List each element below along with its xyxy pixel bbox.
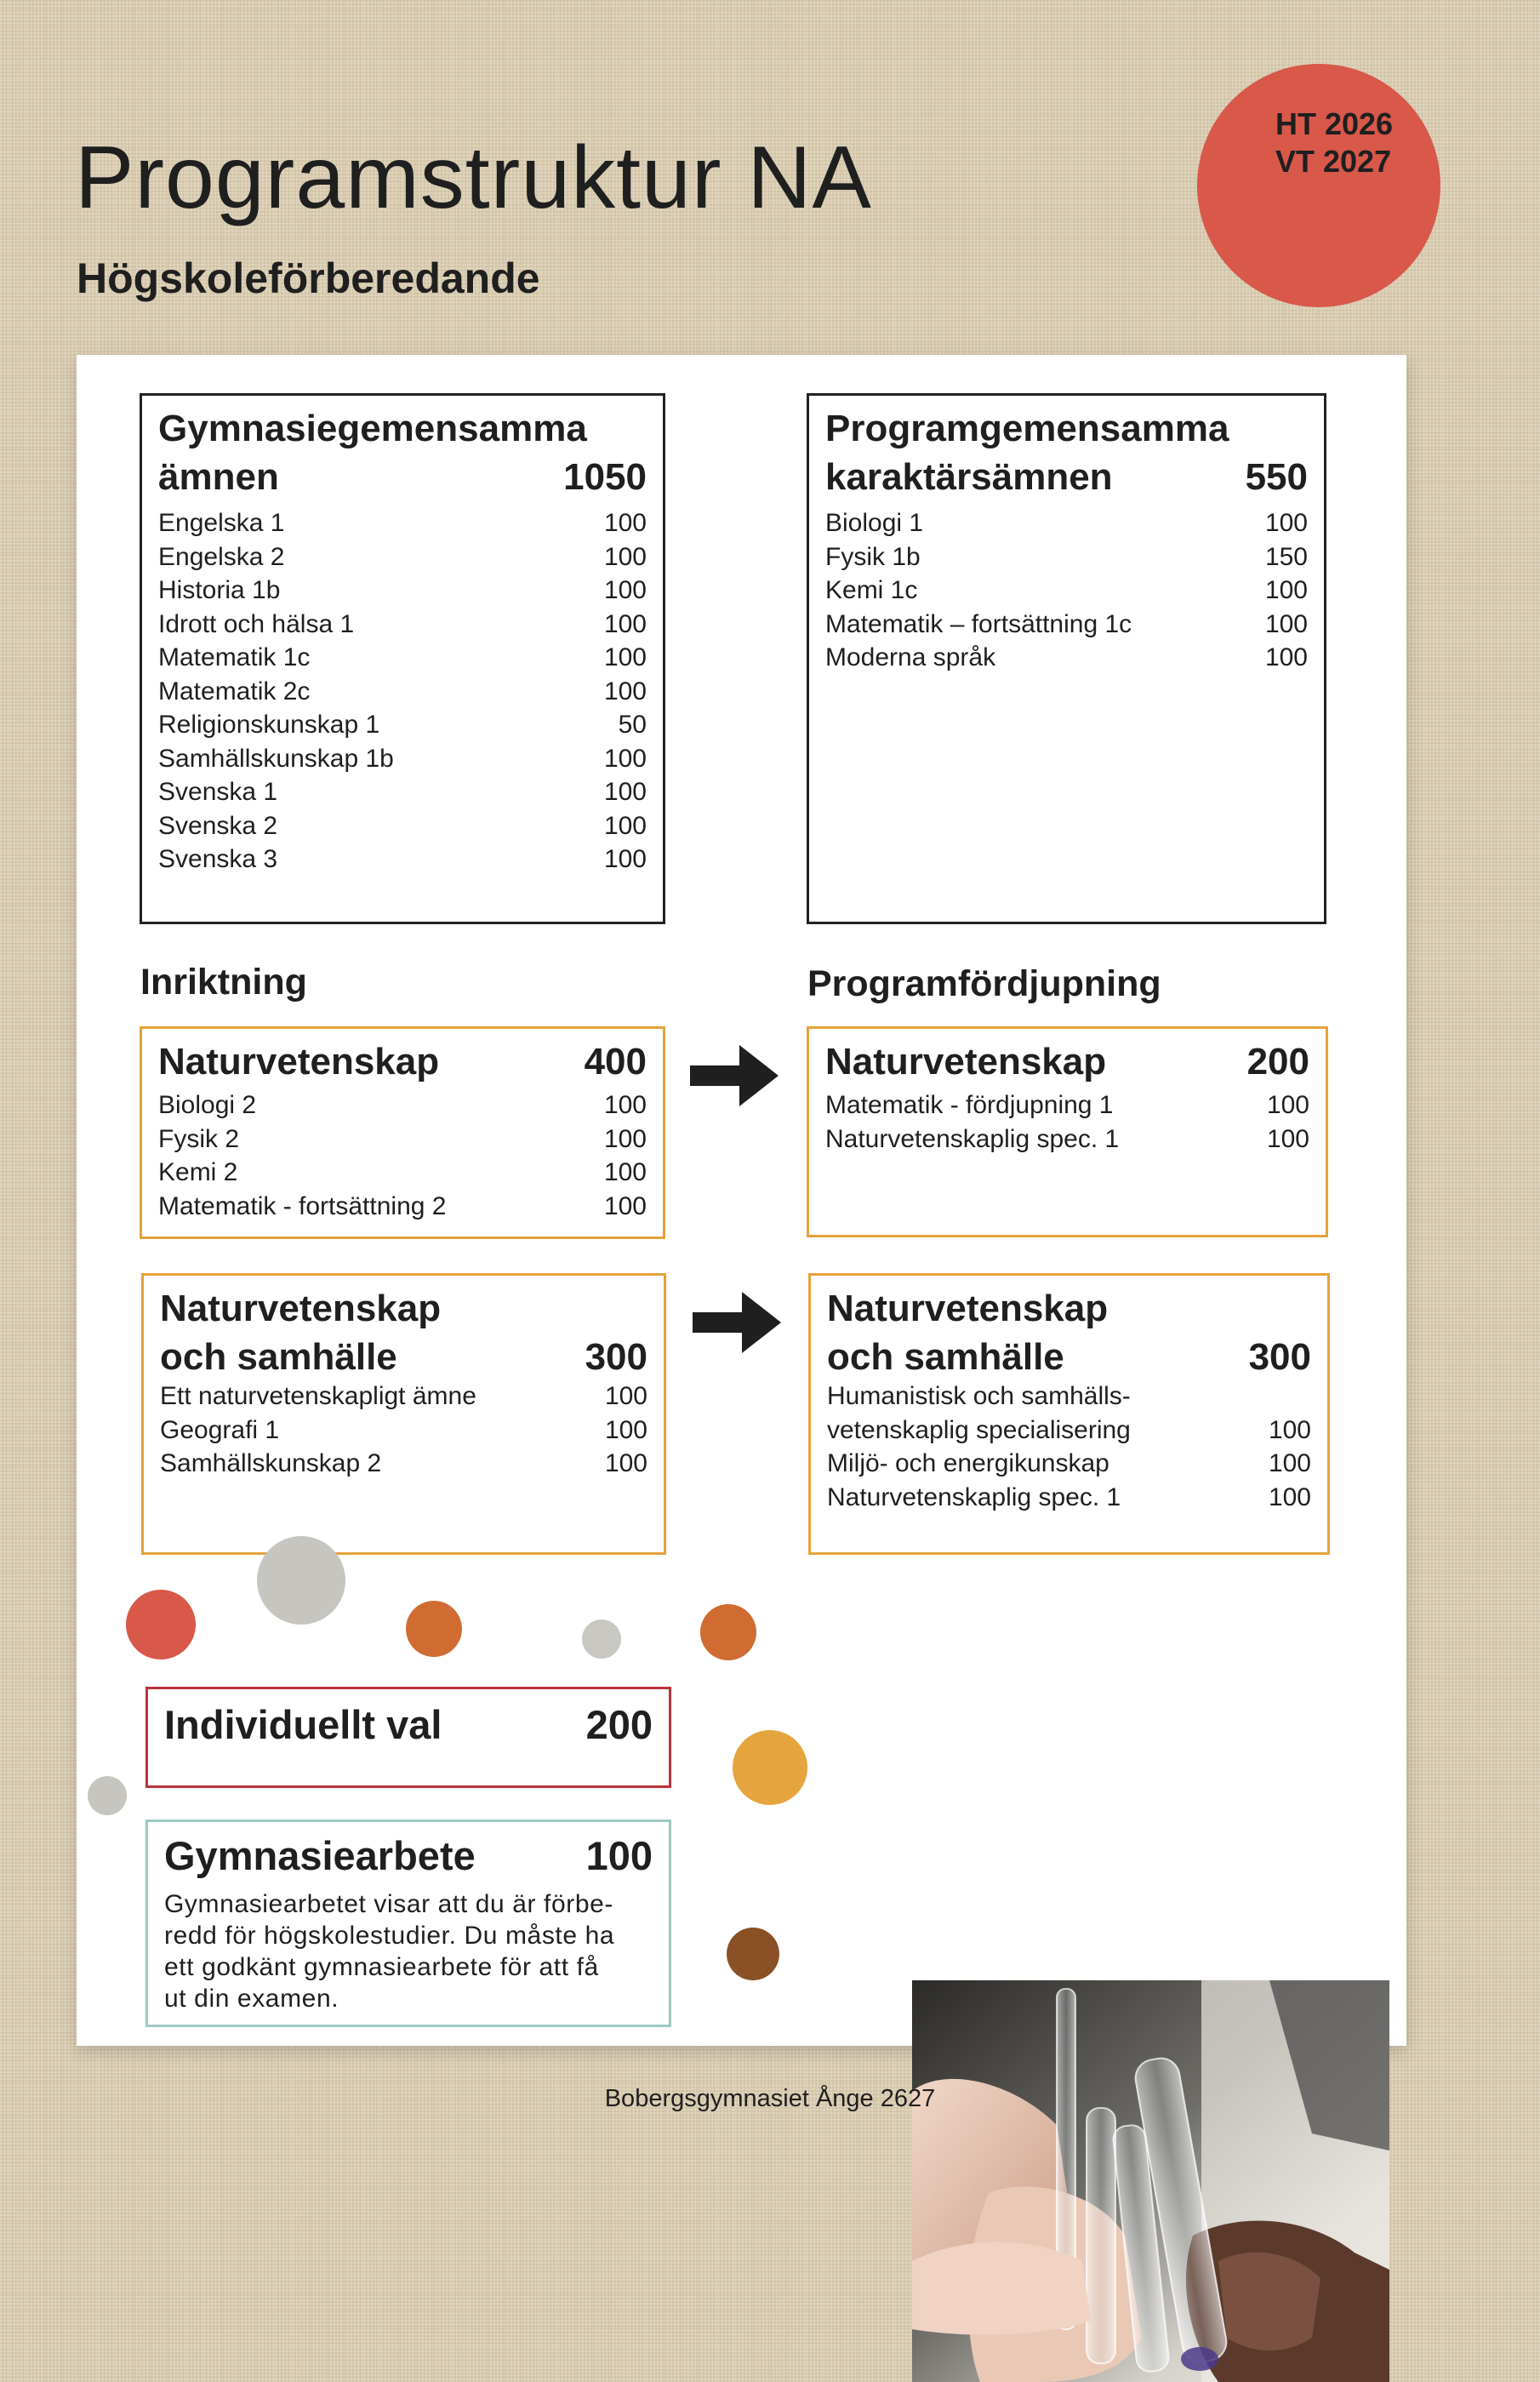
decorative-dot: [733, 1730, 807, 1805]
course-row: [160, 1414, 647, 1448]
box-total: 200: [1246, 1041, 1309, 1082]
course-points: 100: [603, 778, 647, 806]
course-name: Ett naturvetenskapligt ämne: [160, 1382, 476, 1410]
box-title: Naturvetenskap: [158, 1041, 440, 1082]
course-points: 100: [603, 1091, 647, 1119]
content-card: [77, 355, 1406, 2046]
course-points: 100: [604, 1449, 647, 1477]
box-heading: [825, 404, 1308, 501]
box-heading: [160, 1284, 647, 1381]
course-name: Samhällskunskap 1b: [158, 744, 394, 773]
course-row: [158, 1088, 647, 1122]
course-points: 50: [618, 711, 647, 739]
course-row: [160, 1447, 647, 1481]
course-name: Kemi 2: [158, 1158, 238, 1186]
course-points: 100: [603, 609, 647, 638]
footer-text: Bobergsgymnasiet Ånge 2627: [604, 2085, 936, 2112]
decorative-dot: [88, 1776, 127, 1815]
description-line: ut din examen.: [164, 1985, 339, 2013]
badge-term-1: HT 2026: [1275, 106, 1394, 141]
course-points: 100: [603, 811, 647, 840]
course-name: Kemi 1c: [825, 576, 918, 604]
decorative-dot: [126, 1590, 196, 1659]
box-title: Gymnasiearbete: [164, 1833, 476, 1878]
box-heading: [164, 1699, 653, 1751]
course-list: [158, 506, 647, 877]
course-name: Engelska 2: [158, 542, 285, 571]
course-row: [158, 1190, 647, 1224]
course-name: Matematik 2c: [158, 677, 311, 705]
box-title-row: [160, 1333, 647, 1381]
gymnasiearbete-description: [164, 1888, 653, 2014]
course-name: Fysik 2: [158, 1124, 240, 1153]
course-name: Fysik 1b: [825, 542, 921, 571]
test-tubes-image: [912, 1980, 1389, 2382]
course-row: [825, 641, 1308, 675]
arrow-right-icon: [693, 1288, 781, 1357]
box-total: 400: [584, 1041, 647, 1082]
course-points: 100: [603, 845, 647, 873]
course-points: 100: [1264, 576, 1308, 604]
course-row: [158, 574, 647, 608]
page-subtitle: Högskoleförberedande: [77, 254, 540, 302]
box-total: 200: [585, 1702, 653, 1747]
description-line: redd för högskolestudier. Du måste ha: [164, 1922, 615, 1950]
course-name: Biologi 2: [158, 1091, 257, 1119]
box-total: 100: [585, 1833, 653, 1878]
course-name: Moderna språk: [825, 643, 996, 671]
box-title: Naturvetenskap: [825, 1041, 1107, 1082]
course-row: [825, 608, 1308, 642]
course-points: 150: [1264, 542, 1308, 571]
course-name: Svenska 1: [158, 778, 278, 806]
box-heading: [164, 1831, 653, 1882]
course-points: 100: [1264, 509, 1308, 537]
course-points: 100: [604, 1415, 647, 1444]
box-total: 300: [1248, 1336, 1311, 1378]
course-points: 100: [1268, 1482, 1311, 1511]
course-list: [158, 1088, 647, 1223]
course-points: 100: [604, 1382, 647, 1410]
course-row: [825, 540, 1308, 574]
decorative-dot: [257, 1536, 345, 1625]
programfordjupning-heading: Programfördjupning: [807, 963, 1161, 1004]
course-points: 100: [1268, 1415, 1311, 1444]
arrow-right-icon: [690, 1042, 779, 1110]
course-row: [825, 574, 1308, 608]
course-name: Religionskunskap 1: [158, 711, 380, 739]
box-title: karaktärsämnen: [825, 456, 1113, 498]
course-row: [158, 708, 647, 742]
course-name: Naturvetenskaplig spec. 1: [827, 1482, 1121, 1511]
course-name: Samhällskunskap 2: [160, 1449, 382, 1477]
course-row: [158, 809, 647, 843]
box-title: ämnen: [158, 456, 279, 498]
course-points: 100: [603, 643, 647, 671]
course-row: [825, 1122, 1309, 1157]
course-points: 100: [603, 1191, 647, 1220]
course-points: 100: [603, 509, 647, 537]
gymnasiegemensamma-box: [140, 393, 665, 924]
course-row: [158, 675, 647, 709]
course-row: [158, 506, 647, 540]
course-name: Historia 1b: [158, 576, 281, 604]
course-row: [825, 1088, 1309, 1122]
course-row: [158, 608, 647, 642]
box-title: och samhälle: [827, 1336, 1064, 1378]
description-line: Gymnasiearbetet visar att du är förbe-: [164, 1890, 614, 1918]
course-name: Matematik - fortsättning 2: [158, 1191, 447, 1220]
decorative-dot: [406, 1601, 462, 1657]
page-title: Programstruktur NA: [75, 129, 872, 227]
course-list: [160, 1380, 647, 1481]
box-title-row: [825, 453, 1308, 501]
decorative-dot: [727, 1928, 779, 1980]
badge-term-2: VT 2027: [1275, 144, 1392, 179]
course-name: Biologi 1: [825, 509, 924, 537]
box-heading: [158, 404, 647, 501]
course-name: Svenska 2: [158, 811, 278, 840]
box-total: 300: [585, 1336, 647, 1378]
course-name: Geografi 1: [160, 1415, 280, 1444]
course-row: [158, 775, 647, 809]
term-badge: [1197, 64, 1440, 307]
decorative-dot: [700, 1604, 756, 1660]
course-row: [158, 742, 647, 776]
box-title: Individuellt val: [164, 1702, 442, 1747]
course-name: Naturvetenskaplig spec. 1: [825, 1124, 1120, 1153]
course-row: [827, 1447, 1311, 1481]
course-row: [158, 1156, 647, 1190]
course-name: Matematik 1c: [158, 643, 311, 671]
course-points: 100: [1264, 609, 1308, 638]
course-list: [825, 506, 1308, 675]
box-title: Naturvetenskap: [827, 1288, 1109, 1329]
course-points: 100: [603, 1124, 647, 1153]
course-name: vetenskaplig specialisering: [827, 1415, 1131, 1444]
box-title: Gymnasiegemensamma: [158, 408, 587, 449]
programfordjupning-na-box: [807, 1026, 1328, 1237]
box-title: och samhälle: [160, 1336, 397, 1378]
course-name: Humanistisk och samhälls-: [827, 1382, 1131, 1410]
course-points: 100: [1266, 1124, 1309, 1153]
course-name: Miljö- och energikunskap: [827, 1449, 1109, 1477]
box-title: Naturvetenskap: [160, 1288, 442, 1329]
programgemensamma-box: [807, 393, 1326, 924]
course-points: 100: [603, 576, 647, 604]
decorative-dot: [582, 1619, 621, 1659]
box-title: Programgemensamma: [825, 408, 1229, 449]
course-row: [158, 1122, 647, 1157]
box-heading: [827, 1284, 1311, 1381]
course-list: [827, 1380, 1311, 1514]
programfordjupning-ns-box: [808, 1273, 1330, 1555]
gymnasiearbete-box: [145, 1819, 671, 2027]
course-points: 100: [1266, 1091, 1309, 1119]
course-row: [158, 843, 647, 877]
individuellt-val-box: [145, 1687, 671, 1788]
course-row: [827, 1414, 1311, 1448]
box-total: 550: [1245, 456, 1308, 498]
inriktning-na-box: [140, 1026, 665, 1239]
course-row: [160, 1380, 647, 1414]
course-row: [827, 1481, 1311, 1515]
course-row: [158, 641, 647, 675]
course-row: [158, 540, 647, 574]
course-row: [827, 1380, 1311, 1414]
box-title-row: [158, 453, 647, 501]
course-points: 100: [1268, 1449, 1311, 1477]
box-heading: [158, 1037, 647, 1086]
box-total: 1050: [563, 456, 647, 498]
course-points: 100: [603, 744, 647, 773]
description-line: ett godkänt gymnasiearbete för att få: [164, 1953, 599, 1981]
course-name: Engelska 1: [158, 509, 285, 537]
course-row: [825, 506, 1308, 540]
course-points: 100: [603, 677, 647, 705]
course-list: [825, 1088, 1309, 1156]
course-name: Matematik – fortsättning 1c: [825, 609, 1132, 638]
box-title-row: [827, 1333, 1311, 1381]
course-points: 100: [603, 1158, 647, 1186]
course-points: 100: [603, 542, 647, 571]
box-heading: [825, 1037, 1309, 1086]
inriktning-heading: Inriktning: [140, 962, 307, 1002]
course-name: Svenska 3: [158, 845, 278, 873]
inriktning-ns-box: [141, 1273, 666, 1555]
course-name: Matematik - fördjupning 1: [825, 1091, 1114, 1119]
test-tubes-photo: [912, 1980, 1389, 2382]
course-name: Idrott och hälsa 1: [158, 609, 355, 638]
course-points: 100: [1264, 643, 1308, 671]
